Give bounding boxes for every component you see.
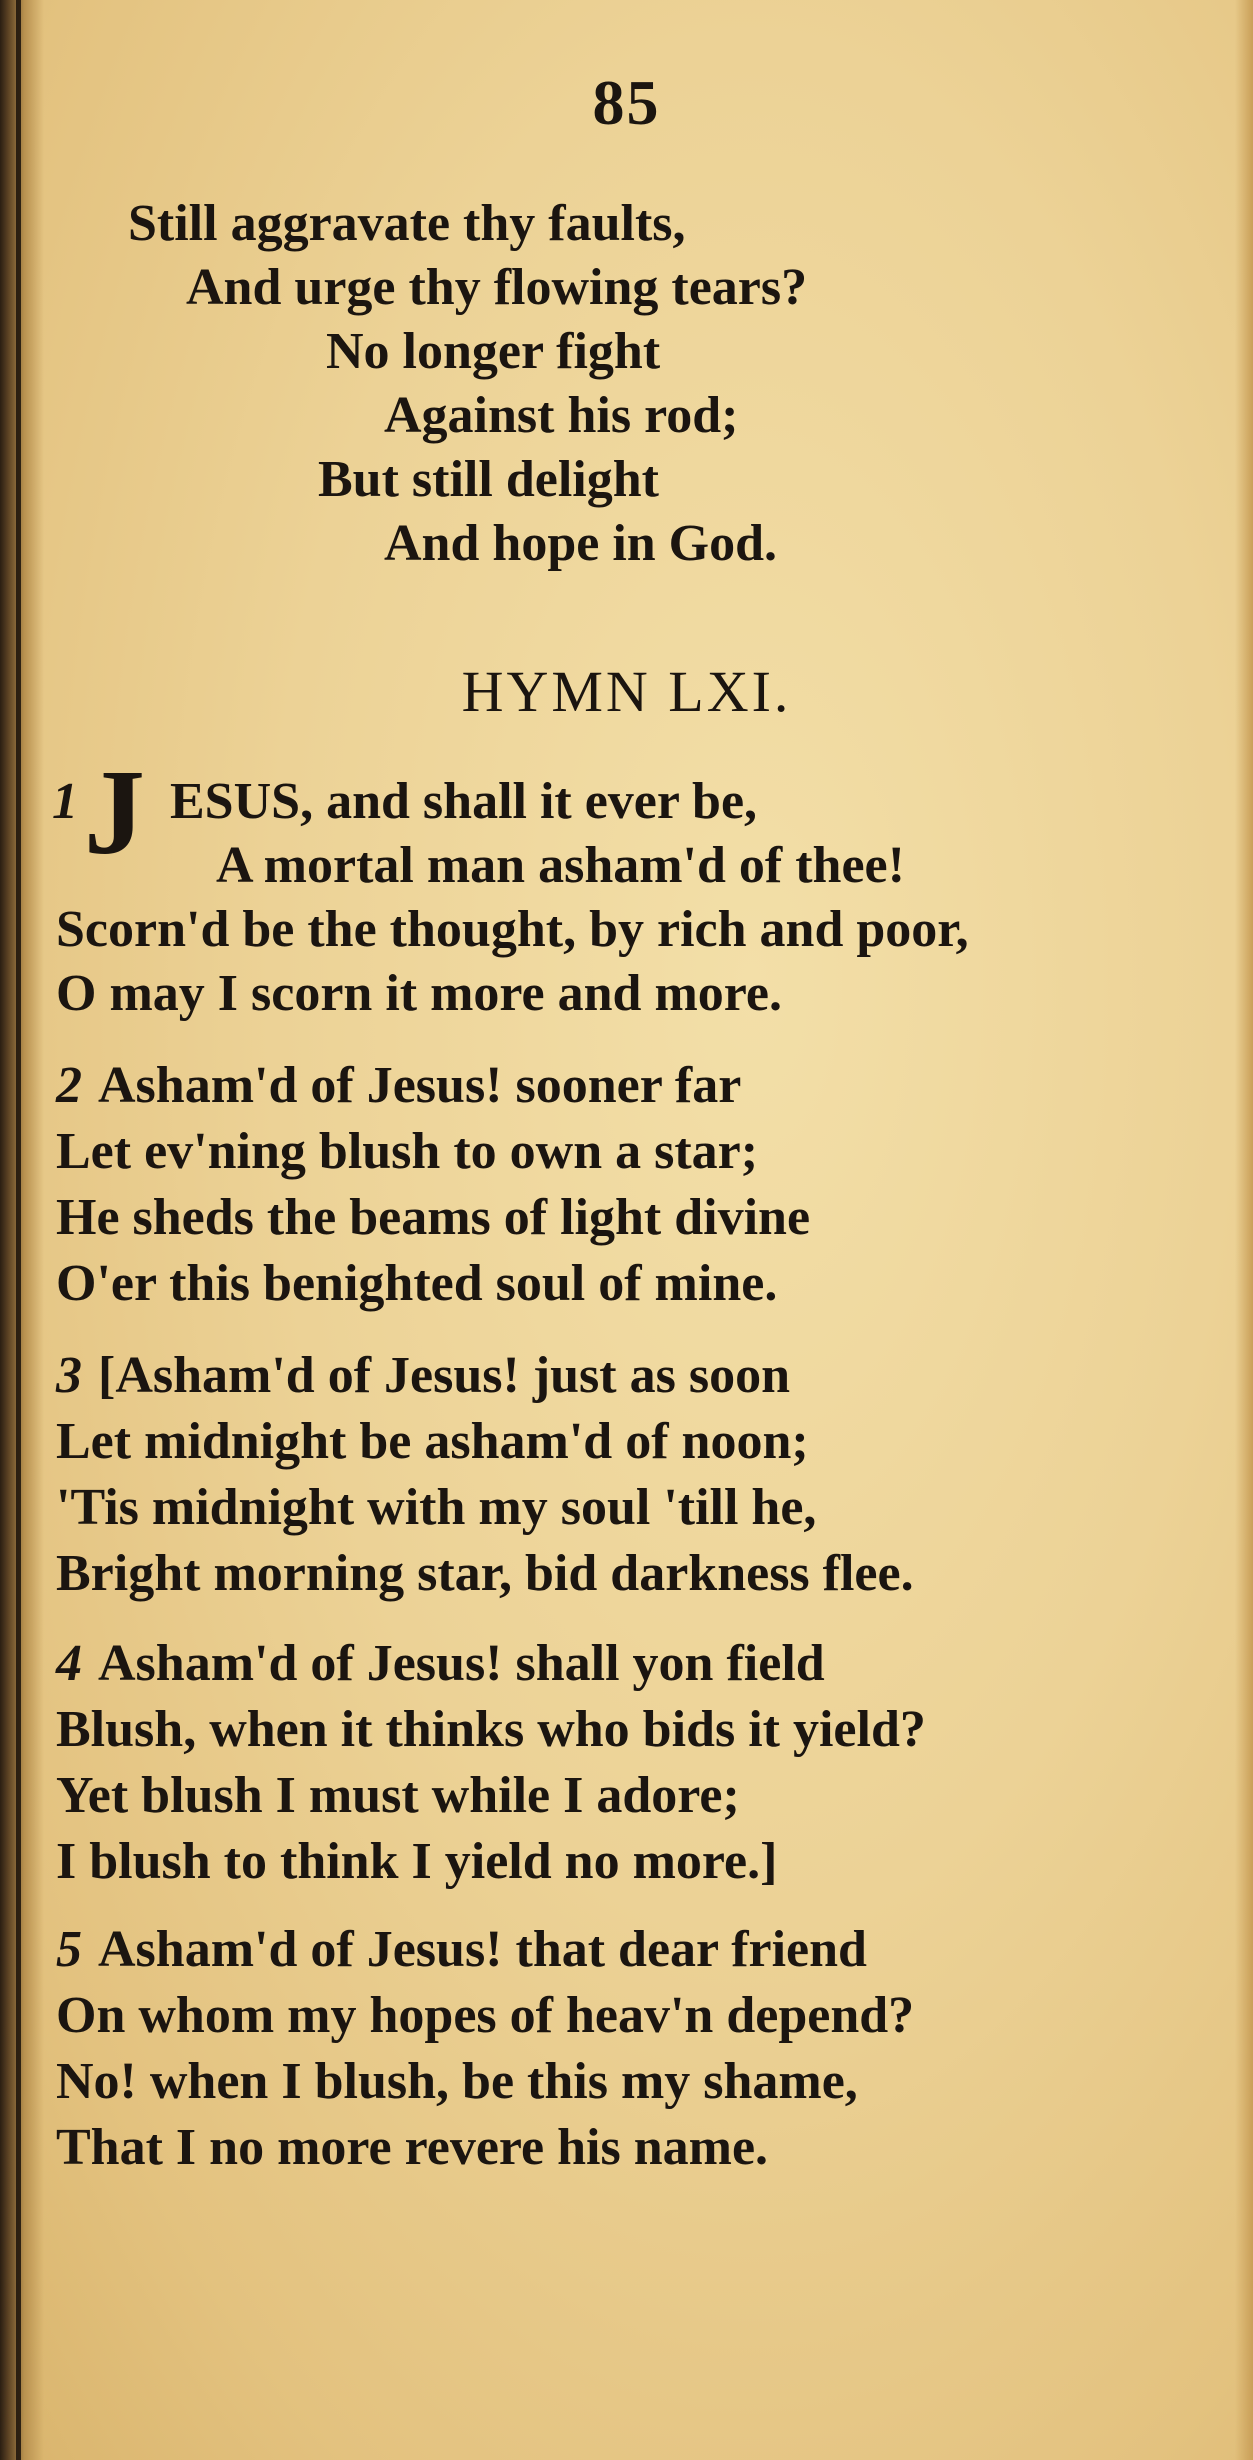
stanza-line-text: [Asham'd of Jesus! just as soon — [98, 1347, 790, 1404]
stanza-2-line-4: O'er this benighted soul of mine. — [56, 1255, 778, 1312]
stanza-line-text: Asham'd of Jesus! shall yon field — [98, 1635, 825, 1692]
stanza-2-line-3: He sheds the beams of light divine — [56, 1189, 811, 1246]
stanza-3-line-3: 'Tis midnight with my soul 'till he, — [56, 1479, 817, 1536]
prev-hymn-line-2: And urge thy flowing tears? — [186, 259, 808, 316]
stanza-5-line-3: No! when I blush, be this my shame, — [56, 2053, 858, 2110]
stanza-4-line-2: Blush, when it thinks who bids it yield? — [56, 1701, 926, 1758]
drop-cap-letter: J — [84, 745, 145, 880]
stanza-number: 3 — [56, 1347, 82, 1404]
stanza-3-line-1 — [56, 1346, 790, 1406]
stanza-number: 4 — [56, 1635, 82, 1692]
prev-hymn-line-4: Against his rod; — [384, 387, 739, 444]
stanza-1-line-3: Scorn'd be the thought, by rich and poor, — [56, 901, 969, 958]
stanza-1-line-2: A mortal man asham'd of thee! — [216, 837, 905, 894]
page-number: 85 — [592, 67, 661, 138]
stanza-number: 2 — [56, 1057, 82, 1114]
hymn-title: HYMN LXI. — [461, 659, 792, 724]
stanza-line-text: Asham'd of Jesus! that dear friend — [98, 1921, 867, 1978]
stanza-number: 1 — [52, 773, 78, 830]
stanza-4-line-1 — [56, 1634, 825, 1694]
stanza-5-line-4: That I no more revere his name. — [56, 2119, 769, 2176]
stanza-4-line-3: Yet blush I must while I adore; — [56, 1767, 740, 1824]
stanza-1-line-4: O may I scorn it more and more. — [56, 965, 782, 1022]
binding-edge-line — [16, 0, 21, 2460]
stanza-5-line-2: On whom my hopes of heav'n depend? — [56, 1987, 915, 2044]
prev-hymn-line-1: Still aggravate thy faults, — [128, 195, 686, 252]
page-right-edge — [1235, 0, 1253, 2460]
stanza-line-text: Asham'd of Jesus! sooner far — [98, 1057, 742, 1114]
stanza-3-line-4: Bright morning star, bid darkness flee. — [56, 1545, 914, 1602]
stanza-2-line-1 — [56, 1056, 741, 1116]
stanza-5-line-1 — [56, 1920, 867, 1980]
stanza-2-line-2: Let ev'ning blush to own a star; — [56, 1123, 759, 1180]
prev-hymn-line-3: No longer fight — [326, 323, 661, 380]
stanza-1-line-1: ESUS, and shall it ever be, — [170, 773, 758, 830]
stanza-4-line-4: I blush to think I yield no more.] — [56, 1833, 778, 1890]
stanza-number: 5 — [56, 1921, 82, 1978]
prev-hymn-line-5: But still delight — [318, 451, 659, 508]
page-binding-shadow — [0, 0, 44, 2460]
prev-hymn-line-6: And hope in God. — [384, 515, 778, 572]
stanza-3-line-2: Let midnight be asham'd of noon; — [56, 1413, 809, 1470]
